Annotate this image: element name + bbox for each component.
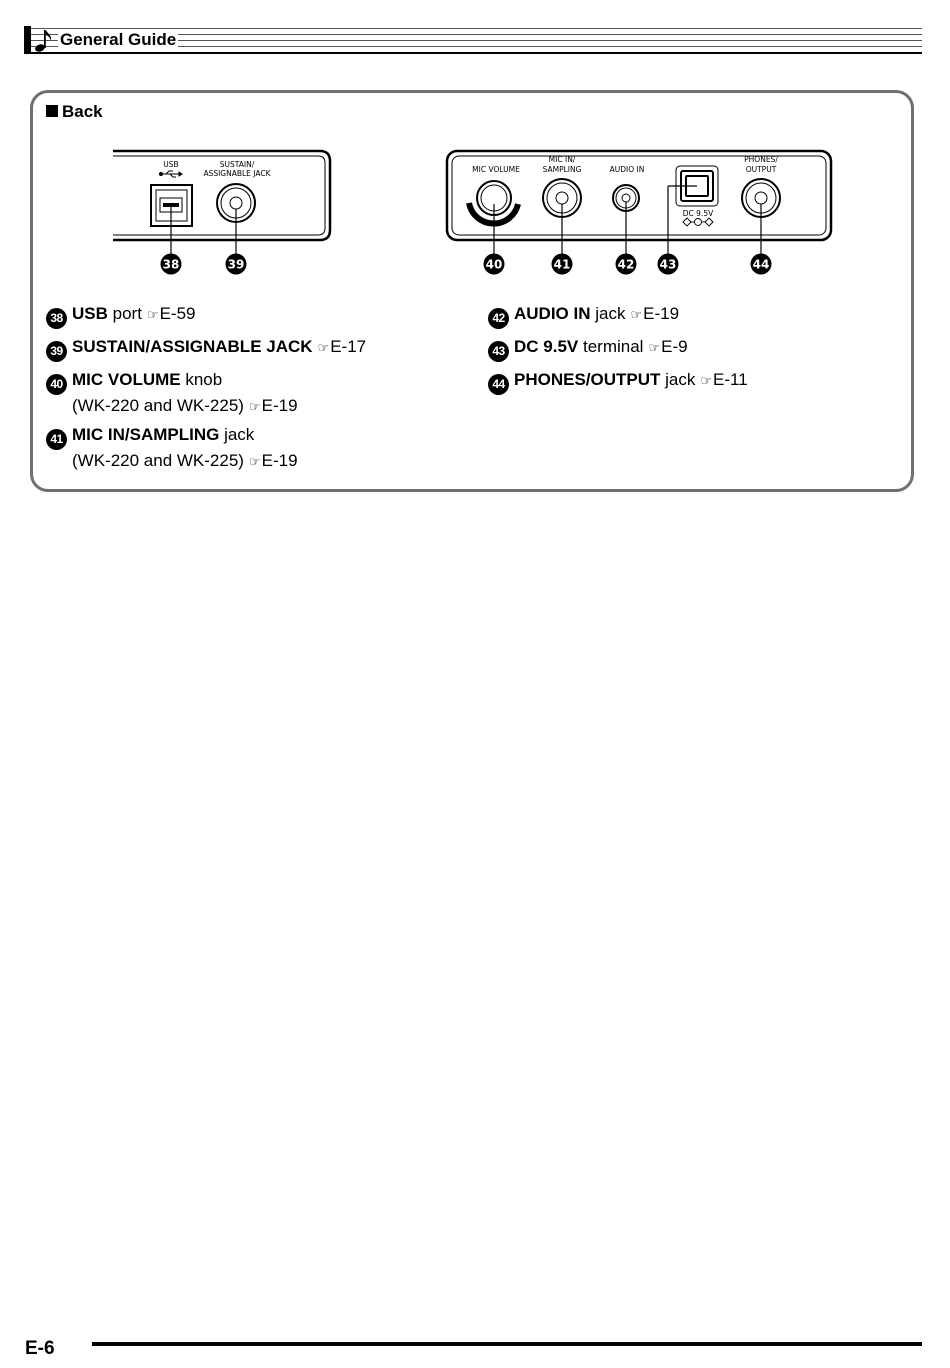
callout-40: 40 bbox=[485, 257, 503, 272]
callout-44: 44 bbox=[752, 257, 770, 272]
item-number: 44 bbox=[488, 374, 509, 395]
reference-pointer-icon: ☞ bbox=[146, 307, 159, 322]
item-page-ref[interactable]: E-11 bbox=[713, 370, 748, 389]
item-phones-output-jack bbox=[488, 369, 748, 395]
item-audio-in-jack bbox=[488, 303, 679, 329]
mic-volume-label: MIC VOLUME bbox=[472, 165, 520, 174]
callout-42: 42 bbox=[617, 257, 635, 272]
callout-39: 39 bbox=[227, 257, 245, 272]
item-name: DC 9.5V bbox=[514, 337, 579, 356]
mic-in-label-line2: SAMPLING bbox=[542, 165, 582, 174]
item-dc-terminal bbox=[488, 336, 688, 362]
square-bullet-icon bbox=[46, 105, 58, 117]
reference-pointer-icon: ☞ bbox=[648, 340, 661, 355]
sustain-label-line1: SUSTAIN/ bbox=[219, 160, 255, 169]
item-suffix: jack bbox=[665, 370, 696, 389]
item-number: 42 bbox=[488, 308, 509, 329]
item-page-ref[interactable]: E-9 bbox=[661, 337, 688, 356]
mic-in-label-line1: MIC IN/ bbox=[548, 155, 576, 164]
item-number: 41 bbox=[46, 429, 67, 450]
phones-label-line2: OUTPUT bbox=[745, 165, 777, 174]
reference-pointer-icon: ☞ bbox=[248, 454, 261, 469]
item-suffix: jack bbox=[224, 425, 255, 444]
item-name: USB bbox=[72, 304, 108, 323]
music-note-icon bbox=[34, 26, 54, 54]
item-models: (WK-220 and WK-225) bbox=[72, 451, 244, 470]
item-suffix: knob bbox=[185, 370, 223, 389]
item-page-ref[interactable]: E-59 bbox=[159, 304, 196, 323]
item-number: 40 bbox=[46, 374, 67, 395]
reference-pointer-icon: ☞ bbox=[700, 373, 713, 388]
page-title: General Guide bbox=[60, 30, 177, 49]
item-mic-in-jack bbox=[46, 424, 298, 473]
audio-in-label: AUDIO IN bbox=[609, 165, 645, 174]
back-panel-diagram bbox=[0, 140, 950, 285]
item-page-ref[interactable]: E-19 bbox=[261, 451, 298, 470]
item-suffix: port bbox=[112, 304, 142, 323]
item-page-ref[interactable]: E-17 bbox=[330, 337, 367, 356]
item-sub-line bbox=[46, 395, 298, 418]
item-name: AUDIO IN bbox=[514, 304, 591, 323]
usb-symbol-icon bbox=[159, 171, 182, 177]
callout-38: 38 bbox=[162, 257, 180, 272]
item-number: 38 bbox=[46, 308, 67, 329]
footer-rule bbox=[92, 1342, 922, 1346]
item-sub-line bbox=[46, 450, 298, 473]
reference-pointer-icon: ☞ bbox=[630, 307, 643, 322]
item-name: PHONES/OUTPUT bbox=[514, 370, 661, 389]
item-name: SUSTAIN/ASSIGNABLE JACK bbox=[72, 337, 313, 356]
item-suffix: jack bbox=[595, 304, 626, 323]
item-name: MIC IN/SAMPLING bbox=[72, 425, 220, 444]
item-number: 43 bbox=[488, 341, 509, 362]
item-mic-volume-knob bbox=[46, 369, 298, 418]
header-bar bbox=[24, 26, 31, 54]
section-title bbox=[46, 101, 103, 123]
item-models: (WK-220 and WK-225) bbox=[72, 396, 244, 415]
item-usb-port bbox=[46, 303, 196, 329]
callout-41: 41 bbox=[553, 257, 571, 272]
item-page-ref[interactable]: E-19 bbox=[261, 396, 298, 415]
usb-label: USB bbox=[163, 160, 179, 169]
sustain-label-line2: ASSIGNABLE JACK bbox=[203, 169, 271, 178]
reference-pointer-icon: ☞ bbox=[248, 399, 261, 414]
callouts bbox=[161, 254, 772, 275]
item-name: MIC VOLUME bbox=[72, 370, 181, 389]
section-title-text: Back bbox=[62, 102, 103, 121]
phones-label-line1: PHONES/ bbox=[744, 155, 778, 164]
page-number: E-6 bbox=[25, 1338, 55, 1359]
dc-polarity-icon bbox=[683, 218, 713, 226]
item-number: 39 bbox=[46, 341, 67, 362]
item-sustain-jack bbox=[46, 336, 366, 362]
leader-lines bbox=[171, 186, 761, 254]
item-suffix: terminal bbox=[582, 337, 644, 356]
item-page-ref[interactable]: E-19 bbox=[643, 304, 680, 323]
dc-label: DC 9.5V bbox=[682, 209, 714, 218]
callout-43: 43 bbox=[659, 257, 677, 272]
reference-pointer-icon: ☞ bbox=[317, 340, 330, 355]
